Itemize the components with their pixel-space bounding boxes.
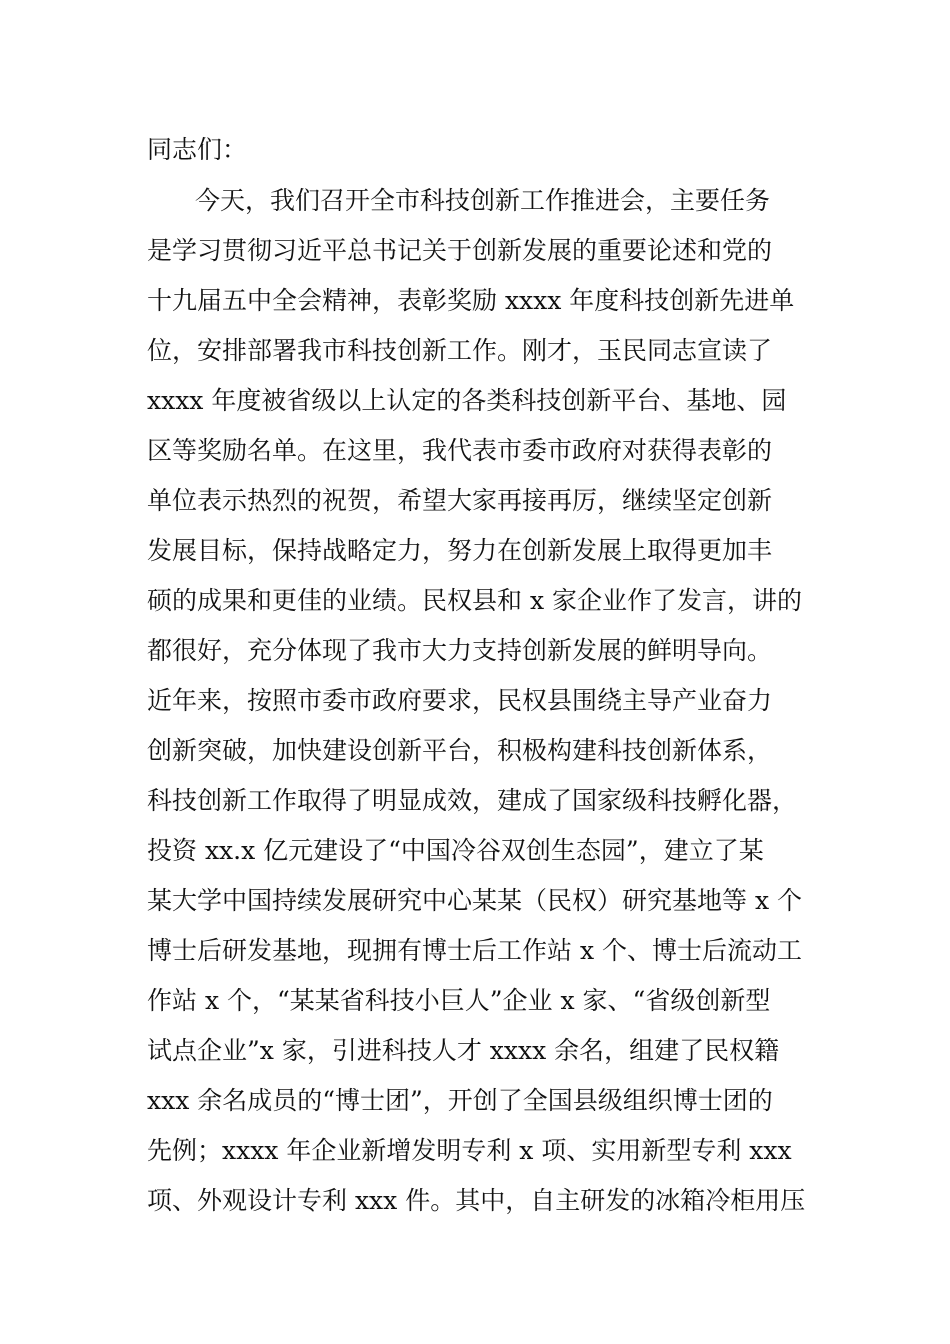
paragraph-line: 创新突破，加快建设创新平台，积极构建科技创新体系， [147,736,773,765]
salutation: 同志们： [147,135,248,164]
paragraph-line: 今天，我们召开全市科技创新工作推进会，主要任务 [195,186,771,215]
paragraph-line: 十九届五中全会精神，表彰奖励 xxxx 年度科技创新先进单 [147,286,795,315]
paragraph-line: 项、外观设计专利 xxx 件。其中，自主研发的冰箱冷柜用压 [147,1186,806,1215]
paragraph-line: 先例；xxxx 年企业新增发明专利 x 项、实用新型专利 xxx [147,1136,792,1165]
paragraph-line: 硕的成果和更佳的业绩。民权县和 x 家企业作了发言，讲的 [147,586,802,615]
paragraph-line: 发展目标，保持战略定力，努力在创新发展上取得更加丰 [147,536,773,565]
paragraph-line: 都很好，充分体现了我市大力支持创新发展的鲜明导向。 [147,636,773,665]
paragraph-line: 博士后研发基地，现拥有博士后工作站 x 个、博士后流动工 [147,936,802,965]
paragraph-line: xxx 余名成员的“博士团”，开创了全国县级组织博士团的 [147,1086,773,1115]
paragraph-line: 作站 x 个，“某某省科技小巨人”企业 x 家、“省级创新型 [147,986,771,1015]
paragraph-line: 某大学中国持续发展研究中心某某（民权）研究基地等 x 个 [147,886,802,915]
paragraph-line: 是学习贯彻习近平总书记关于创新发展的重要论述和党的 [147,236,773,265]
paragraph-line: 科技创新工作取得了明显成效，建成了国家级科技孵化器， [147,786,798,815]
paragraph-line: 位，安排部署我市科技创新工作。刚才，玉民同志宣读了 [147,336,773,365]
paragraph-line: 区等奖励名单。在这里，我代表市委市政府对获得表彰的 [147,436,773,465]
paragraph-line: 投资 xx.x 亿元建设了“中国冷谷双创生态园”，建立了某 [147,836,764,865]
paragraph-line: xxxx 年度被省级以上认定的各类科技创新平台、基地、园 [147,386,787,415]
paragraph-line: 近年来，按照市委市政府要求，民权县围绕主导产业奋力 [147,686,773,715]
paragraph-line: 单位表示热烈的祝贺，希望大家再接再厉，继续坚定创新 [147,486,773,515]
paragraph-line: 试点企业”x 家，引进科技人才 xxxx 余名，组建了民权籍 [147,1036,780,1065]
